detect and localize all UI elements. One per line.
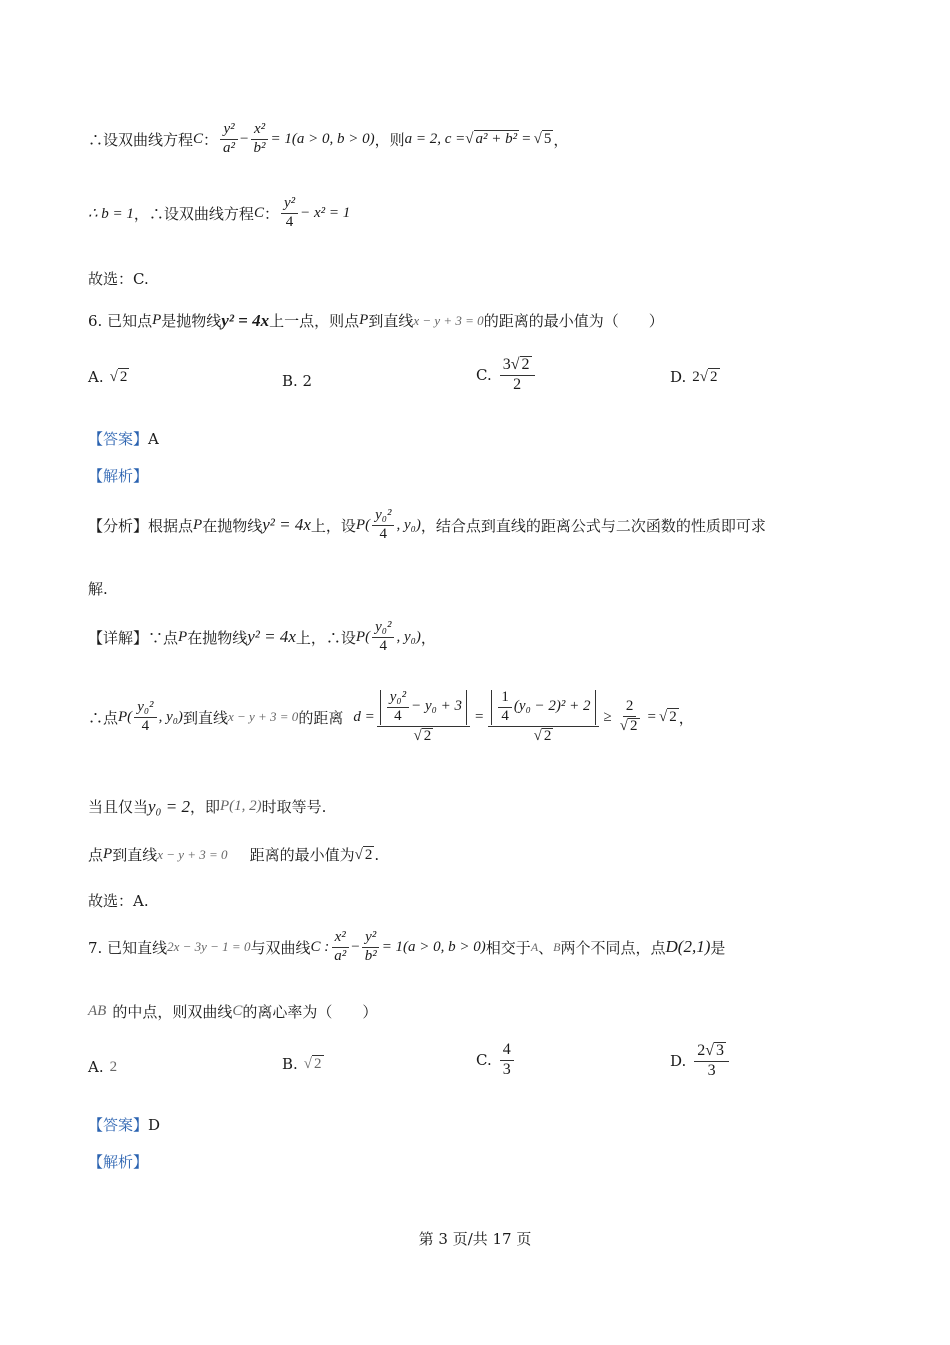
num: y₀² xyxy=(387,690,409,708)
radicand: 2 xyxy=(630,718,638,735)
radicand: 2 xyxy=(423,727,432,744)
var-P: P xyxy=(359,312,369,328)
den: 4 xyxy=(379,525,388,542)
radicand: 2 xyxy=(521,356,530,373)
sqrt-2: √ 2 xyxy=(699,369,718,385)
text: 相交于 xyxy=(485,938,531,957)
num: y² xyxy=(281,196,298,214)
radicand: 2 xyxy=(314,1056,322,1072)
sqrt-2: √ 2 xyxy=(354,846,373,863)
num: y² xyxy=(362,930,379,948)
text: ，即 xyxy=(189,798,220,816)
text: 上，∴设 xyxy=(295,628,356,647)
label: C. xyxy=(476,365,492,384)
text: 上，设 xyxy=(310,516,356,535)
analysis-summary-cont xyxy=(88,578,108,599)
b-value-line xyxy=(88,196,350,231)
text: ∵点 xyxy=(148,628,179,647)
frac-3root2-2 xyxy=(500,356,535,394)
var-P: P xyxy=(193,516,203,533)
option-7C xyxy=(476,1042,516,1079)
den: b² xyxy=(364,947,377,964)
tag: 【分析】 xyxy=(88,516,149,535)
line-eq: x − y + 3 = 0 xyxy=(157,846,228,862)
den xyxy=(531,727,557,745)
radicand: 2 xyxy=(669,709,677,726)
quarter xyxy=(498,690,512,725)
num xyxy=(694,1042,729,1062)
frac-y2-a2 xyxy=(220,122,238,157)
text: 与双曲线 xyxy=(250,938,311,957)
num xyxy=(488,690,598,727)
analysis-tag: 【解析】 xyxy=(88,467,149,485)
page-footer: 第 3 页/共 17 页 xyxy=(418,1230,532,1248)
minus: − xyxy=(351,938,360,955)
text: 当且仅当 xyxy=(88,798,149,816)
point-open: P( xyxy=(118,708,133,725)
num xyxy=(500,356,535,376)
coef: 3 xyxy=(502,356,511,373)
num: 1 xyxy=(498,690,512,708)
tag: 【详解】 xyxy=(88,628,149,647)
text: 在抛物线 xyxy=(187,628,248,647)
equals: = xyxy=(647,708,656,725)
var-C: C xyxy=(193,130,204,147)
analysis-6-tag xyxy=(88,465,148,486)
text: 是 xyxy=(710,938,726,957)
num: y₀² xyxy=(372,508,394,526)
text: 到直线 xyxy=(112,846,158,864)
frac-y2-b2 xyxy=(362,930,380,965)
text: 在抛物线 xyxy=(202,516,263,535)
answer-choice-6 xyxy=(88,890,149,911)
label: A. xyxy=(88,368,104,386)
var-C: C : xyxy=(310,938,330,955)
var-P: P xyxy=(103,846,113,862)
option-7D xyxy=(670,1042,731,1080)
num: x² xyxy=(332,930,349,948)
radicand: 5 xyxy=(543,131,552,148)
point-close: , y₀) xyxy=(158,708,183,725)
label: B. xyxy=(282,1055,298,1073)
text: ∴点 xyxy=(88,708,119,727)
den: 4 xyxy=(379,637,388,654)
abs xyxy=(380,690,467,725)
condition: = 1(a > 0, b > 0) xyxy=(270,130,375,147)
num: 4 xyxy=(500,1042,514,1061)
coef: 2 xyxy=(697,1042,706,1059)
condition: = 1(a > 0, b > 0) xyxy=(381,938,486,955)
text: 是抛物线 xyxy=(161,312,222,330)
question-7 xyxy=(88,930,725,965)
den: 4 xyxy=(141,717,150,734)
frac-x2-a2 xyxy=(331,930,349,965)
parabola: y² = 4x xyxy=(262,515,311,535)
radicand: 3 xyxy=(716,1042,725,1059)
var-P: P xyxy=(152,312,162,328)
text: 时取等号. xyxy=(261,798,327,816)
text: 7. 已知直线 xyxy=(88,938,168,957)
min-distance-line xyxy=(88,844,379,865)
num: y² xyxy=(220,122,237,140)
analysis-tag: 【解析】 xyxy=(88,1153,149,1171)
sqrt: √ 3 xyxy=(705,1042,725,1059)
point-D: D(2,1) xyxy=(665,937,711,957)
tail: − y₀ + 3 xyxy=(411,698,462,715)
den: a² xyxy=(334,947,347,964)
label: D. xyxy=(670,1051,687,1070)
text: ， xyxy=(420,628,436,647)
geq: ≥ xyxy=(603,708,612,725)
frac-4-3 xyxy=(500,1042,514,1079)
text: 的距离的最小值为（ ） xyxy=(483,312,664,330)
sqrt-2: √ 2 xyxy=(109,369,128,385)
text: 两个不同点，点 xyxy=(560,938,666,957)
var-C: C xyxy=(232,1003,243,1019)
option-7A xyxy=(88,1058,117,1076)
answer-6 xyxy=(88,428,159,449)
text: 故选：C. xyxy=(88,270,149,288)
option-6D xyxy=(670,368,720,386)
analysis-summary xyxy=(88,508,766,543)
text: 到直线 xyxy=(368,312,414,330)
d-equals: d = xyxy=(353,708,375,725)
frac-y0sq-4 xyxy=(372,620,394,655)
frac-x2-b2 xyxy=(251,122,269,157)
den xyxy=(410,727,436,745)
answer-tag: 【答案】 xyxy=(88,430,149,448)
option-6A xyxy=(88,368,129,386)
sqrt: √ 2 xyxy=(413,727,432,744)
den: b² xyxy=(253,139,266,156)
label: D. xyxy=(670,368,687,386)
den xyxy=(617,717,643,735)
label: A. xyxy=(88,1058,104,1076)
radicand: 2 xyxy=(364,846,373,863)
option-7B xyxy=(282,1055,324,1073)
point-close: , y₀) xyxy=(396,628,421,645)
line-eq: x − y + 3 = 0 xyxy=(227,709,299,725)
point-open: P( xyxy=(355,516,371,533)
equals: = xyxy=(522,130,531,147)
den: 4 xyxy=(394,707,402,724)
text: 、 xyxy=(538,938,554,957)
radicand: 2 xyxy=(710,369,718,385)
den: 3 xyxy=(502,1060,511,1078)
num: y₀² xyxy=(134,700,156,718)
value: 2 xyxy=(109,1058,118,1075)
text: 上一点，则点 xyxy=(269,312,360,330)
radicand: 2 xyxy=(543,727,552,744)
equals: = xyxy=(474,708,484,725)
detail-line-1 xyxy=(88,620,436,655)
text: 距离的最小值为 xyxy=(249,846,355,864)
question-7-cont xyxy=(88,1001,377,1022)
equality-condition xyxy=(88,796,326,817)
text: 故选：A. xyxy=(88,892,149,910)
frac-y2-4 xyxy=(281,196,298,231)
text: 到直线 xyxy=(182,708,228,727)
radicand: 2 xyxy=(119,369,128,385)
num xyxy=(377,690,470,727)
text: ，结合点到直线的距离公式与二次函数的性质即可求 xyxy=(420,516,766,535)
text: 点 xyxy=(88,846,104,864)
text: 的离心率为（ ） xyxy=(242,1003,378,1021)
equation-tail: − x² = 1 xyxy=(300,204,351,221)
hyperbola-setup-line xyxy=(88,122,568,157)
abs xyxy=(491,690,595,725)
sqrt: √ 2 xyxy=(533,727,552,744)
segment-AB: AB xyxy=(88,1003,107,1019)
sqrt-a2b2: √ a² + b² xyxy=(465,131,518,148)
y0-equals: y₀ = 2 xyxy=(148,796,190,816)
line-eq: x − y + 3 = 0 xyxy=(413,312,484,328)
var-P: P xyxy=(178,628,188,645)
text: ，∴设双曲线方程 xyxy=(133,204,254,223)
text: . xyxy=(374,845,380,864)
line-eq: 2x − 3y − 1 = 0 xyxy=(167,939,251,955)
sqrt-2: √ 2 xyxy=(303,1056,322,1072)
text: ， xyxy=(678,708,694,727)
ac-values: a = 2, c = xyxy=(404,130,466,147)
den: 3 xyxy=(707,1061,716,1079)
text: 根据点 xyxy=(148,516,194,535)
minus: − xyxy=(240,130,249,147)
question-6 xyxy=(88,310,664,331)
frac-abs2 xyxy=(488,690,598,744)
sqrt: √ 2 xyxy=(619,718,638,735)
frac-2root3-3 xyxy=(694,1042,729,1080)
radicand: a² + b² xyxy=(475,131,518,148)
frac-abs1 xyxy=(377,690,470,744)
den: 4 xyxy=(501,707,509,724)
point-open: P( xyxy=(355,628,371,645)
text: 解. xyxy=(88,580,108,598)
text: ，则 xyxy=(374,130,405,149)
coef: 2 xyxy=(692,368,700,385)
text: ： xyxy=(203,130,219,149)
frac-y0sq-4 xyxy=(134,700,156,735)
option-6C xyxy=(476,356,537,394)
option-6B xyxy=(282,372,312,390)
answer-tag: 【答案】 xyxy=(88,1116,149,1134)
text: ： xyxy=(263,204,279,223)
text: ∴设双曲线方程 xyxy=(88,130,194,149)
sqrt-2: √ 2 xyxy=(658,709,677,726)
text: ， xyxy=(553,130,569,149)
text: 6. 已知点 xyxy=(88,312,153,330)
den: a² xyxy=(223,139,236,156)
num: y₀² xyxy=(372,620,394,638)
sqrt-5: √ 5 xyxy=(533,131,552,148)
label: B. 2 xyxy=(282,372,313,390)
point-B: B xyxy=(553,939,561,954)
sqrt: √ 2 xyxy=(510,356,530,373)
num: x² xyxy=(251,122,268,140)
num: 2 xyxy=(623,699,637,717)
b-equals: ∴ b = 1 xyxy=(88,205,134,222)
point-close: , y₀) xyxy=(396,516,421,533)
den: 2 xyxy=(513,375,522,393)
answer-choice-line xyxy=(88,268,149,289)
distance-formula-line xyxy=(88,690,694,744)
text: 的距离 xyxy=(298,708,344,727)
point-P: P(1, 2) xyxy=(219,798,262,814)
label: C. xyxy=(476,1051,492,1070)
inner-frac xyxy=(387,690,409,725)
text: 的中点，则双曲线 xyxy=(112,1003,233,1021)
analysis-7-tag xyxy=(88,1151,148,1172)
parabola: y² = 4x xyxy=(247,627,296,647)
answer-7 xyxy=(88,1114,160,1135)
var-C: C xyxy=(253,204,264,221)
frac-2-root2 xyxy=(617,699,643,735)
tail: (y₀ − 2)² + 2 xyxy=(513,698,591,715)
answer-value: D xyxy=(148,1115,161,1134)
point-A: A xyxy=(530,939,539,954)
den: 4 xyxy=(285,213,294,230)
parabola: y² = 4x xyxy=(221,310,270,330)
frac-y0sq-4 xyxy=(372,508,394,543)
answer-value: A xyxy=(148,429,159,448)
